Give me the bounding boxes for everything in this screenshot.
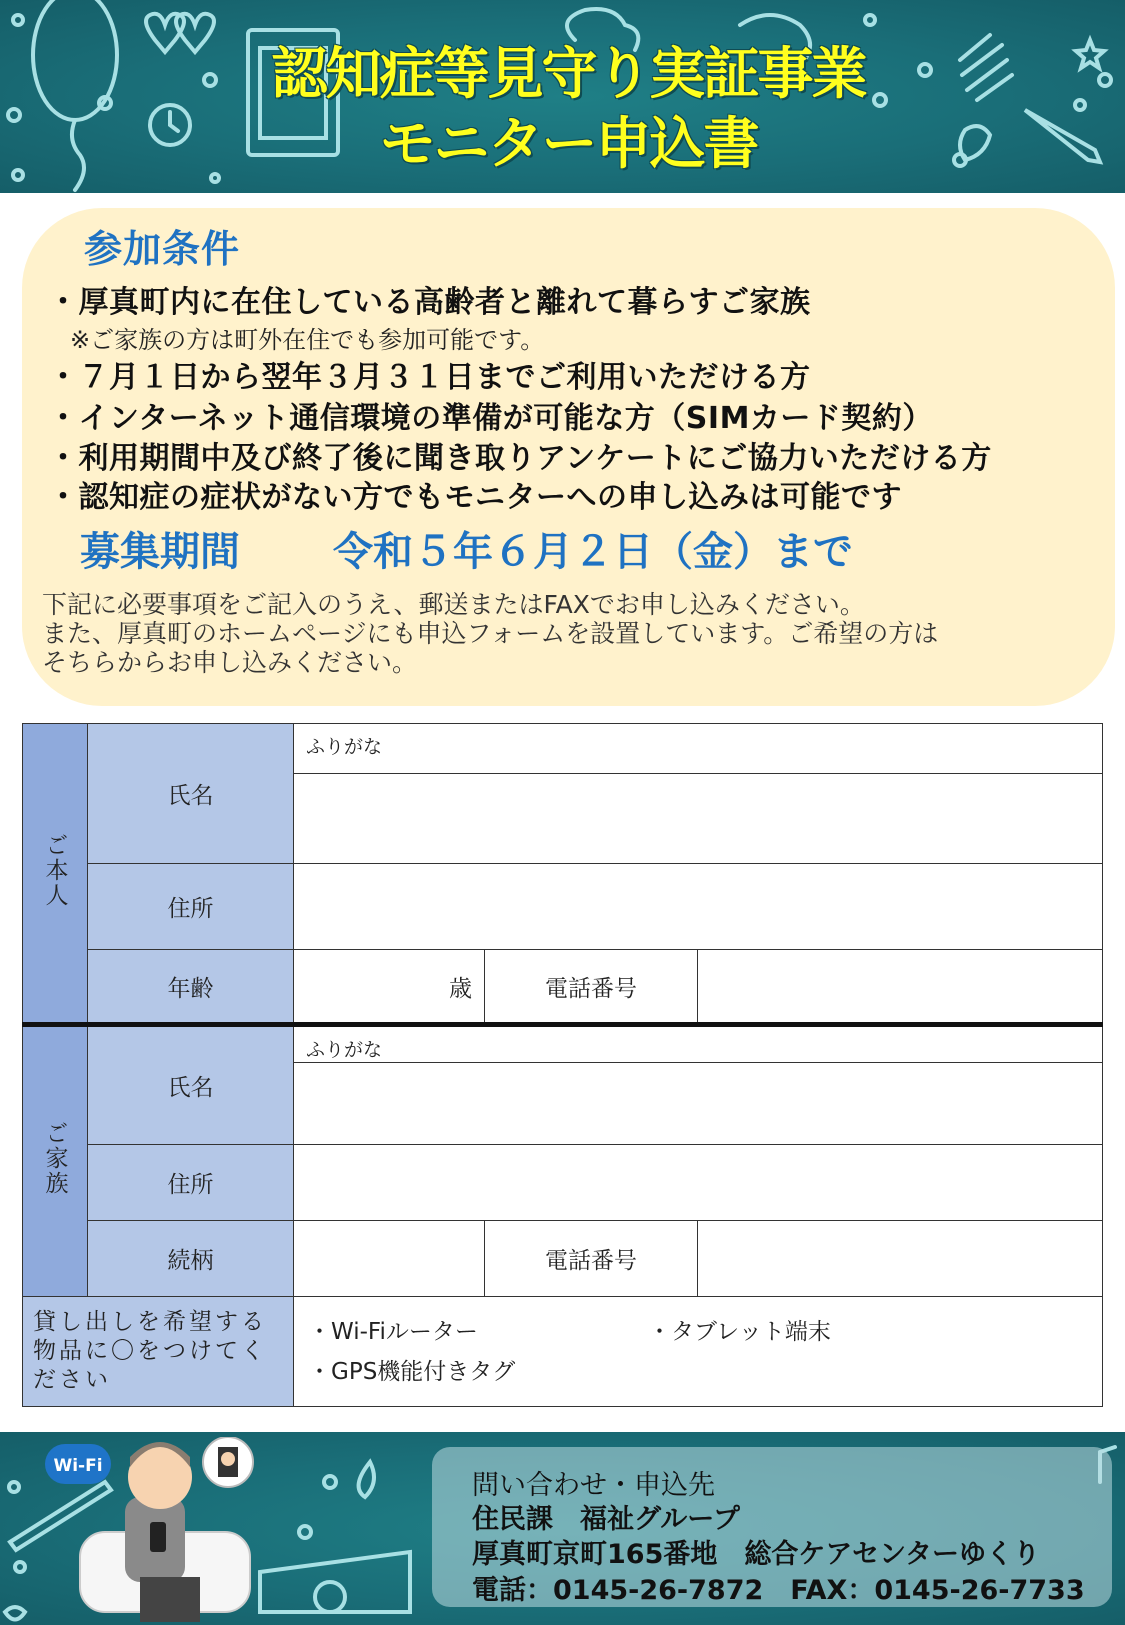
family-phone-label: 電話番号 [485,1221,698,1297]
self-name-label: 氏名 [88,724,294,864]
contact-address: 厚真町京町165番地 総合ケアセンターゆくり [472,1539,1041,1570]
rental-option-tablet[interactable]: ・タブレット端末 [648,1318,831,1345]
application-form-table [22,723,1103,1407]
condition-note: ※ご家族の方は町外在住でも参加可能です。 [70,326,545,354]
condition-item: ・利用期間中及び終了後に聞き取りアンケートにご協力いただける方 [48,441,992,476]
contact-heading: 問い合わせ・申込先 [472,1470,715,1501]
rental-items-options [294,1297,1103,1407]
family-relation-label: 続柄 [88,1221,294,1297]
contact-phone-fax: 電話：0145-26-7872 FAX：0145-26-7733 [472,1575,1085,1606]
condition-item: ・インターネット通信環境の準備が可能な方（SIMカード契約） [48,401,933,436]
instructions-line: また、厚真町のホームページにも申込フォームを設置しています。ご希望の方は [42,619,939,648]
instructions-line: そちらからお申し込みください。 [42,648,418,677]
title-line-1: 認知症等見守り実証事業 [271,42,866,107]
instructions-line: 下記に必要事項をご記入のうえ、郵送またはFAXでお申し込みください。 [42,590,865,619]
rental-option-gps-tag[interactable]: ・GPS機能付きタグ [308,1358,516,1385]
self-phone-field[interactable] [698,950,1103,1025]
section-family: ご家族 [23,1025,88,1297]
self-address-field[interactable] [294,864,1103,950]
instructions [42,590,1122,677]
family-relation-field[interactable] [294,1221,485,1297]
rental-items-label: 貸し出しを希望する物品に〇をつけてください [23,1297,294,1407]
family-address-label: 住所 [88,1145,294,1221]
condition-item: ・７月１日から翌年３月３１日までご利用いただける方 [48,360,811,395]
self-name-field[interactable] [294,774,1103,864]
self-age-label: 年齢 [88,950,294,1025]
title-line-2: モニター申込書 [379,112,758,177]
self-phone-label: 電話番号 [485,950,698,1025]
section-self: ご本人 [23,724,88,1025]
self-furigana-field[interactable]: ふりがな [294,724,1103,774]
self-age-field[interactable]: 歳 [294,950,485,1025]
conditions-heading: 参加条件 [84,227,241,271]
rental-option-wifi-router[interactable]: ・Wi-Fiルーター [308,1318,478,1345]
recruitment-period-value: 令和５年６月２日（金）まで [333,529,853,575]
family-name-label: 氏名 [88,1025,294,1145]
family-address-field[interactable] [294,1145,1103,1221]
self-address-label: 住所 [88,864,294,950]
family-name-field[interactable] [294,1063,1103,1145]
family-phone-field[interactable] [698,1221,1103,1297]
condition-item: ・厚真町内に在住している高齢者と離れて暮らすご家族 [48,285,811,320]
contact-department: 住民課 福祉グループ [472,1504,740,1535]
wifi-badge-icon: Wi-Fi [45,1444,111,1484]
condition-item: ・認知症の症状がない方でもモニターへの申し込みは可能です [48,480,902,515]
recruitment-period-label: 募集期間 [80,529,240,575]
family-furigana-field[interactable]: ふりがな [294,1025,1103,1063]
header-banner [0,0,1125,193]
